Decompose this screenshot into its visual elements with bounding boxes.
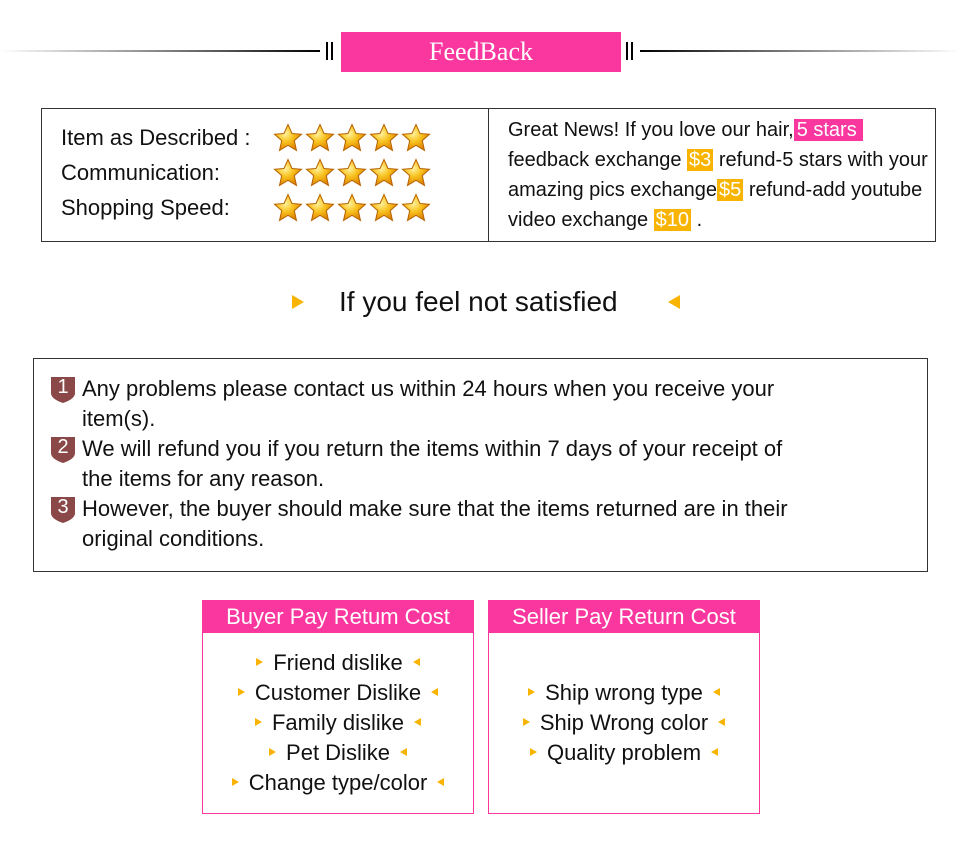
triangle-left-icon [400,748,407,756]
triangle-right-icon [256,658,263,666]
triangle-right-icon [528,688,535,696]
star-icon [273,123,303,153]
list-item-label: Pet Dislike [286,740,390,765]
star-icon [337,123,367,153]
triangle-right-icon [238,688,245,696]
buyer-cost-title: Buyer Pay Retum Cost [203,601,473,633]
list-item [203,648,473,678]
great-news-text [508,115,933,235]
star-icon [369,158,399,188]
star-icon [369,193,399,223]
highlight-amount: $10 [655,209,690,231]
seller-pay-return-cost-box [488,600,760,814]
policy-number: 3 [57,496,69,518]
list-item-label: Family dislike [271,710,405,735]
star-rating [273,158,431,188]
feedback-box [41,108,936,242]
list-item [203,768,473,798]
triangle-left-icon [668,295,680,309]
triangle-right-icon [255,718,262,726]
list-item [203,678,473,708]
star-icon [273,193,303,223]
star-icon [369,123,399,153]
seller-cost-title: Seller Pay Return Cost [489,601,759,633]
policy-text: However, the buyer should make sure that the items returned are in their original conditions. [82,496,788,551]
triangle-left-icon [711,748,718,756]
header-tick-left [326,42,328,60]
triangle-left-icon [713,688,720,696]
list-item [489,678,759,708]
star-icon [305,193,335,223]
news-text: Great News! If you love our hair, [508,119,794,141]
star-icon [305,123,335,153]
ratings-panel [42,109,489,241]
news-text: . [691,209,703,231]
star-icon [337,193,367,223]
satisfied-title: If you feel not satisfied [339,286,618,317]
feedback-title: FeedBack [341,32,621,72]
rating-row-shopping-speed [61,193,431,223]
seller-cost-list [489,678,759,768]
star-rating [273,123,431,153]
triangle-right-icon [269,748,276,756]
list-item-label: Change type/color [248,770,428,795]
policy-number: 2 [57,436,69,458]
satisfied-heading [0,284,960,324]
highlight-amount: $5 [719,179,742,201]
rating-label: Shopping Speed: [61,195,230,220]
header-tick-right [626,42,628,60]
triangle-right-icon [523,718,530,726]
triangle-left-icon [413,658,420,666]
triangle-left-icon [414,718,421,726]
rating-label: Communication: [61,160,220,185]
star-icon [305,158,335,188]
highlight-5-stars: 5 stars [794,119,863,141]
buyer-pay-return-cost-box [202,600,474,814]
highlight-amount: $3 [689,149,712,171]
triangle-left-icon [437,778,444,786]
triangle-left-icon [718,718,725,726]
list-item [489,738,759,768]
triangle-right-icon [292,295,304,309]
triangle-right-icon [530,748,537,756]
star-icon [401,193,431,223]
rating-label: Item as Described : [61,125,251,150]
header-tick-right-2 [631,42,633,60]
rating-row-item-described [61,123,431,153]
star-icon [401,158,431,188]
policy-number: 1 [57,376,69,398]
list-item-label: Ship wrong type [545,680,703,705]
news-text: refund-add youtube video exchange [508,179,923,231]
header-divider-right [640,50,960,52]
triangle-left-icon [431,688,438,696]
list-item [203,738,473,768]
list-item-label: Friend dislike [273,650,403,675]
list-item-label: Customer Dislike [254,680,422,705]
triangle-right-icon [232,778,239,786]
star-icon [337,158,367,188]
buyer-cost-list [203,648,473,798]
return-policy-box [33,358,928,572]
news-text: refund-5 stars with your amazing pics exchange [508,149,928,201]
star-icon [273,158,303,188]
list-item-label: Ship Wrong color [539,710,709,735]
rating-row-communication [61,158,431,188]
list-item [489,708,759,738]
header-tick-left-2 [331,42,333,60]
policy-text: We will refund you if you return the items within 7 days of your receipt of the items for any reason. [82,436,783,491]
policy-text: Any problems please contact us within 24 hours when you receive your item(s). [82,376,775,431]
list-item-label: Quality problem [546,740,702,765]
star-rating [273,193,431,223]
header-divider-left [0,50,320,52]
star-icon [401,123,431,153]
list-item [203,708,473,738]
news-text: feedback exchange [508,149,682,171]
